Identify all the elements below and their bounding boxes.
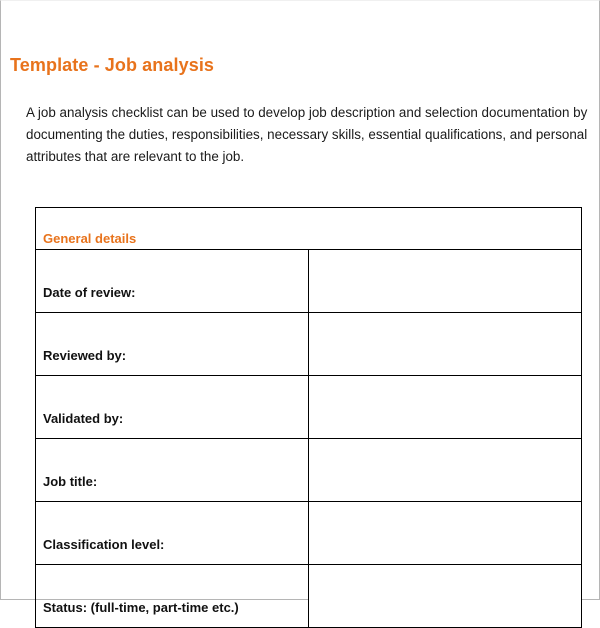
general-details-table <box>35 207 582 628</box>
table-header-row <box>36 208 582 250</box>
field-value-classification-level[interactable] <box>309 502 582 565</box>
table-row <box>36 565 582 628</box>
field-label-validated-by: Validated by: <box>36 376 309 439</box>
intro-line: attributes that are relevant to the job. <box>26 149 245 164</box>
document-title: Template - Job analysis <box>10 55 215 75</box>
intro-line: A job analysis checklist can be used to develop job description and selection documentation by <box>26 105 588 120</box>
field-value-reviewed-by[interactable] <box>309 313 582 376</box>
section-header: General details <box>36 208 582 250</box>
field-label-status: Status: (full-time, part-time etc.) <box>36 565 309 628</box>
field-value-validated-by[interactable] <box>309 376 582 439</box>
field-label-job-title: Job title: <box>36 439 309 502</box>
intro-paragraph <box>26 102 586 168</box>
table-row <box>36 313 582 376</box>
field-label-classification-level: Classification level: <box>36 502 309 565</box>
field-label-date-of-review: Date of review: <box>36 250 309 313</box>
field-value-date-of-review[interactable] <box>309 250 582 313</box>
table-row <box>36 376 582 439</box>
field-value-job-title[interactable] <box>309 439 582 502</box>
table-row <box>36 439 582 502</box>
field-label-reviewed-by: Reviewed by: <box>36 313 309 376</box>
field-value-status[interactable] <box>309 565 582 628</box>
table-row <box>36 250 582 313</box>
table-row <box>36 502 582 565</box>
intro-line: documenting the duties, responsibilities, necessary skills, essential qualifications, and personal <box>26 127 588 142</box>
